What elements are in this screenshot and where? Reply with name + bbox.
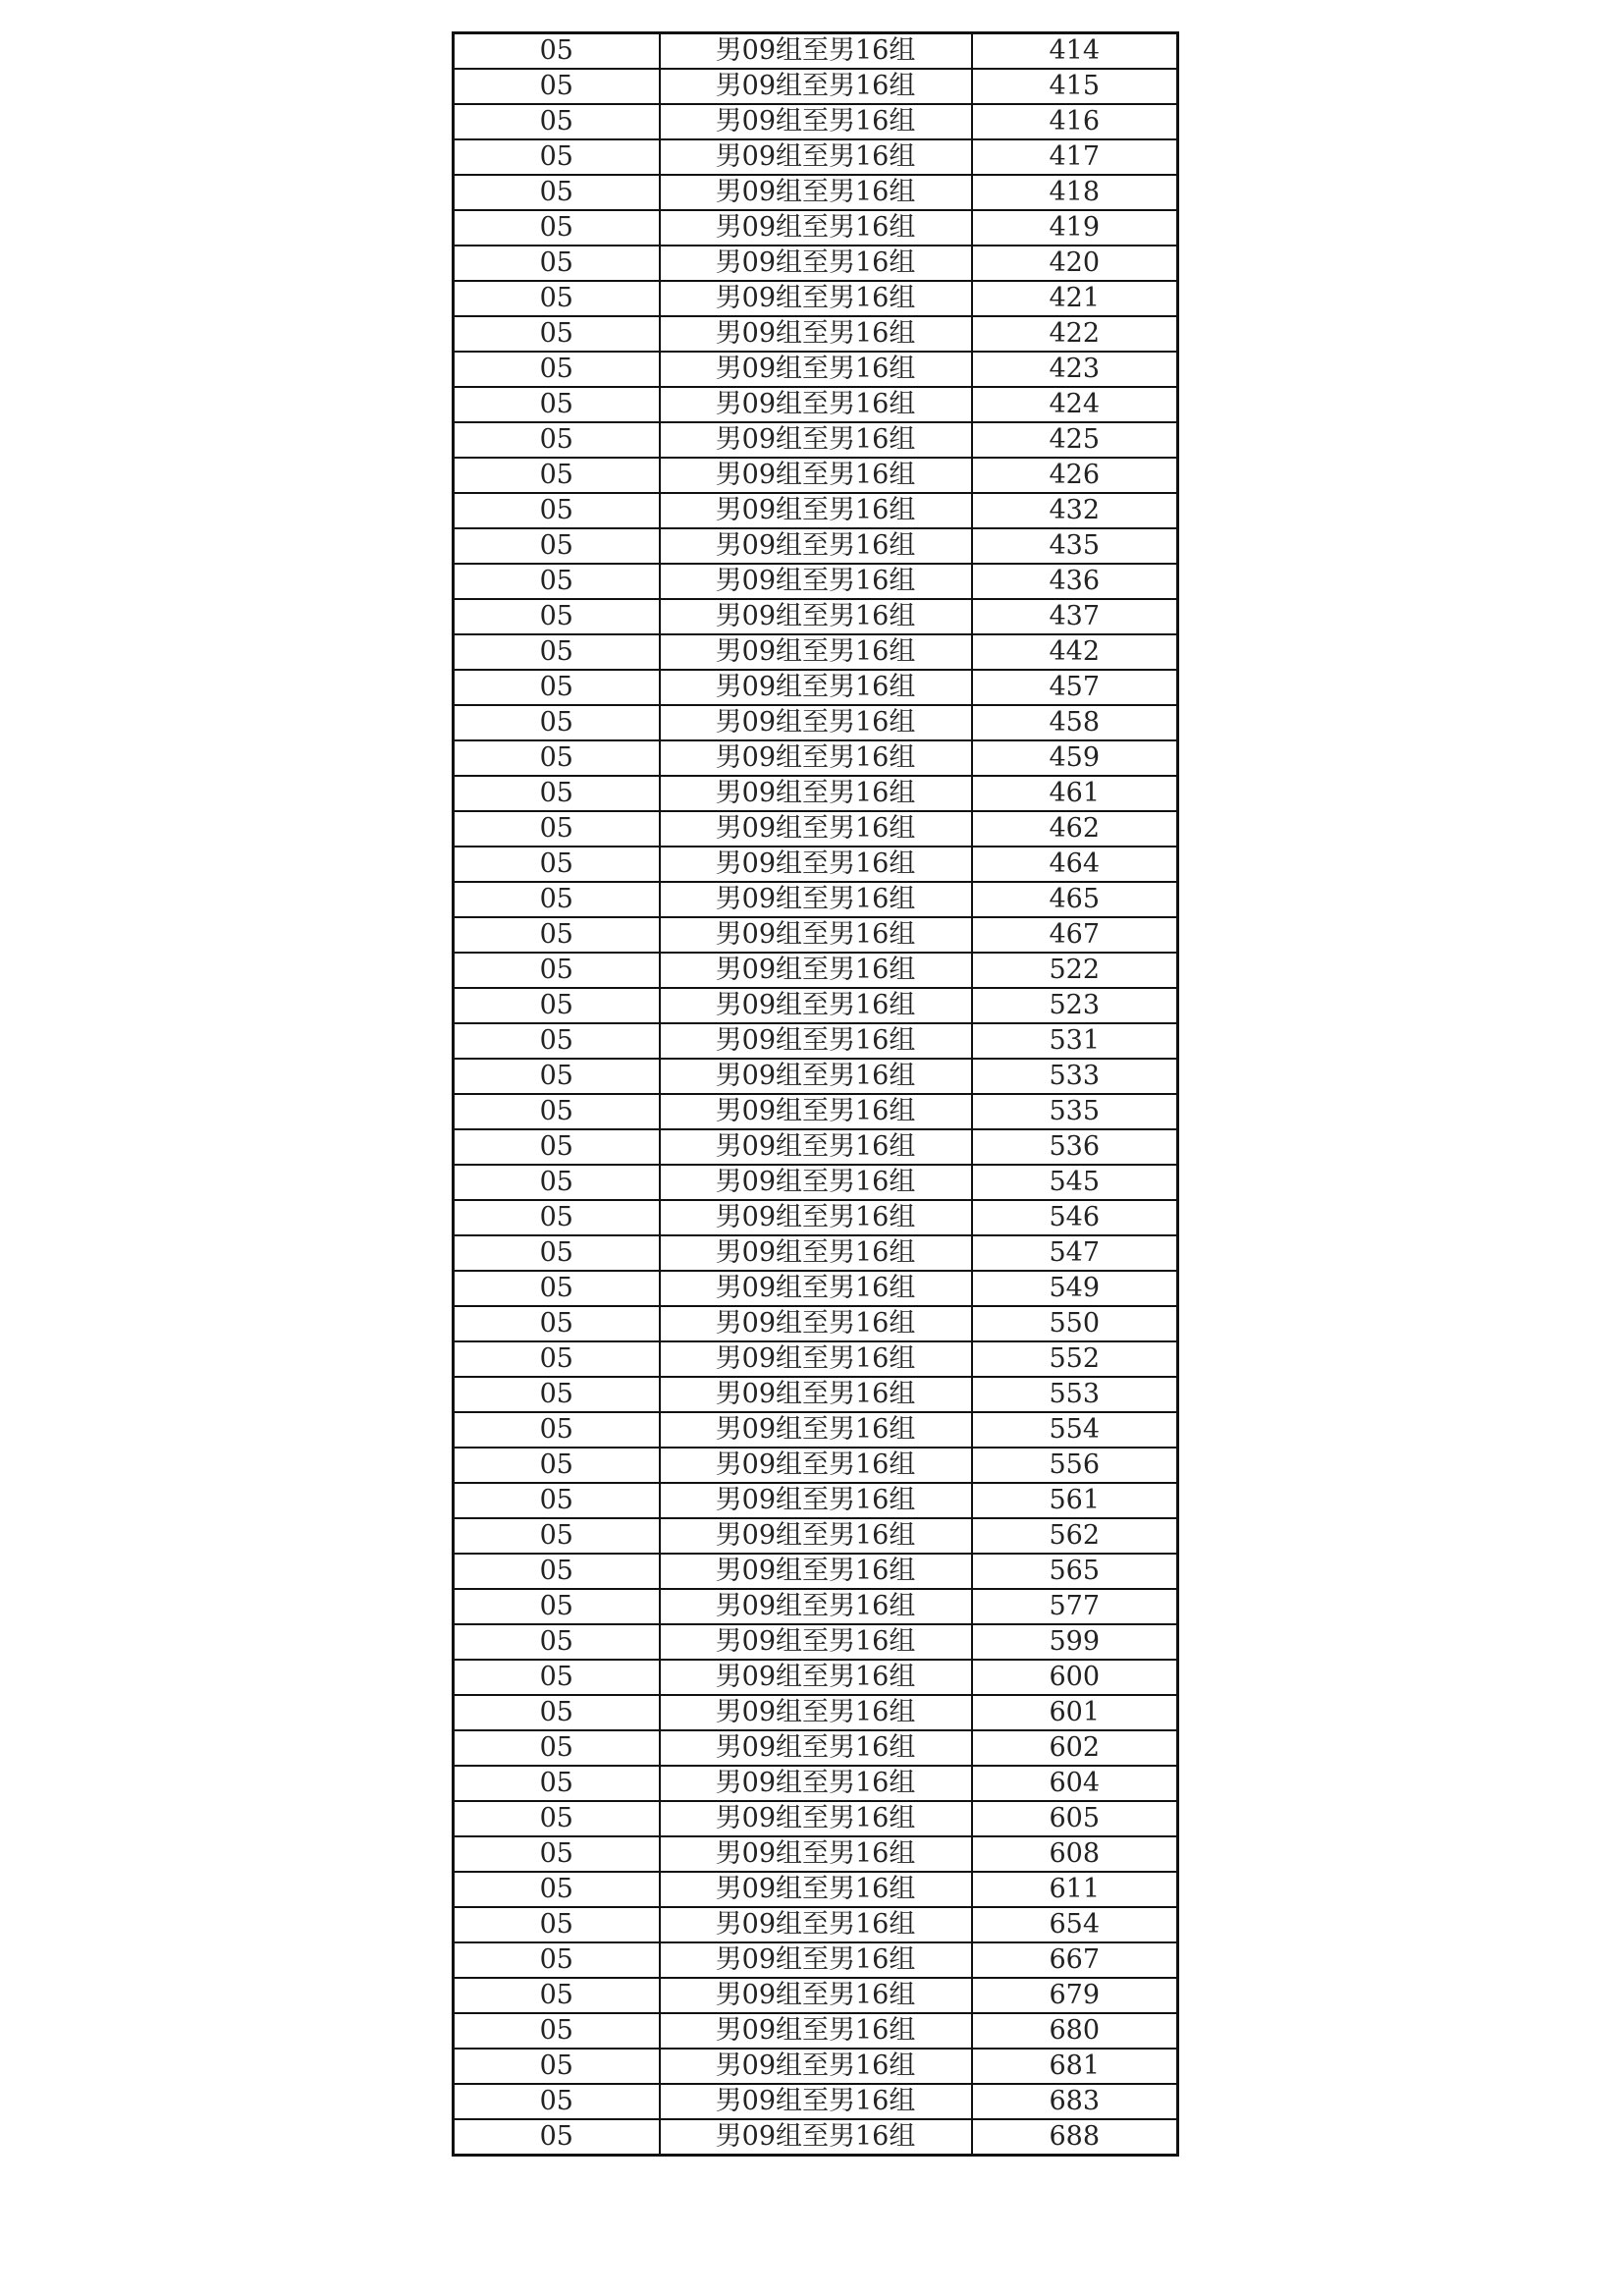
- group-range-cell: 男09组至男16组: [660, 246, 972, 281]
- number-cell: 545: [972, 1165, 1178, 1200]
- group-range-cell: 男09组至男16组: [660, 1660, 972, 1695]
- code-cell: 05: [454, 988, 660, 1023]
- code-cell: 05: [454, 917, 660, 953]
- code-cell: 05: [454, 281, 660, 316]
- table-row: [454, 1695, 1178, 1730]
- group-range-cell: 男09组至男16组: [660, 917, 972, 953]
- group-range-cell: 男09组至男16组: [660, 1766, 972, 1801]
- code-cell: 05: [454, 1942, 660, 1978]
- number-cell: 536: [972, 1129, 1178, 1165]
- number-cell: 561: [972, 1483, 1178, 1518]
- number-cell: 437: [972, 599, 1178, 634]
- code-cell: 05: [454, 1165, 660, 1200]
- group-range-cell: 男09组至男16组: [660, 1271, 972, 1306]
- number-cell: 604: [972, 1766, 1178, 1801]
- number-cell: 605: [972, 1801, 1178, 1836]
- number-cell: 421: [972, 281, 1178, 316]
- group-range-cell: 男09组至男16组: [660, 776, 972, 811]
- number-cell: 679: [972, 1978, 1178, 2013]
- number-cell: 546: [972, 1200, 1178, 1235]
- group-range-cell: 男09组至男16组: [660, 2049, 972, 2084]
- table-row: [454, 1907, 1178, 1942]
- code-cell: 05: [454, 1766, 660, 1801]
- code-cell: 05: [454, 1660, 660, 1695]
- table-body: [454, 33, 1178, 2156]
- number-cell: 667: [972, 1942, 1178, 1978]
- number-cell: 681: [972, 2049, 1178, 2084]
- table-row: [454, 1801, 1178, 1836]
- number-cell: 420: [972, 246, 1178, 281]
- number-cell: 553: [972, 1377, 1178, 1412]
- code-cell: 05: [454, 1589, 660, 1624]
- code-cell: 05: [454, 2119, 660, 2156]
- table-row: [454, 705, 1178, 740]
- table-row: [454, 1836, 1178, 1872]
- number-cell: 549: [972, 1271, 1178, 1306]
- number-cell: 432: [972, 493, 1178, 528]
- code-cell: 05: [454, 847, 660, 882]
- code-cell: 05: [454, 811, 660, 847]
- number-cell: 554: [972, 1412, 1178, 1448]
- group-range-cell: 男09组至男16组: [660, 422, 972, 458]
- group-range-cell: 男09组至男16组: [660, 1801, 972, 1836]
- group-range-cell: 男09组至男16组: [660, 2013, 972, 2049]
- table-row: [454, 1942, 1178, 1978]
- number-cell: 550: [972, 1306, 1178, 1341]
- group-range-cell: 男09组至男16组: [660, 1165, 972, 1200]
- table-row: [454, 599, 1178, 634]
- number-cell: 461: [972, 776, 1178, 811]
- code-cell: 05: [454, 1554, 660, 1589]
- group-range-cell: 男09组至男16组: [660, 352, 972, 387]
- table-row: [454, 352, 1178, 387]
- table-row: [454, 422, 1178, 458]
- group-range-cell: 男09组至男16组: [660, 564, 972, 599]
- number-cell: 611: [972, 1872, 1178, 1907]
- table-row: [454, 634, 1178, 670]
- code-cell: 05: [454, 2084, 660, 2119]
- number-cell: 436: [972, 564, 1178, 599]
- group-range-cell: 男09组至男16组: [660, 1129, 972, 1165]
- group-range-cell: 男09组至男16组: [660, 2084, 972, 2119]
- number-cell: 464: [972, 847, 1178, 882]
- table-row: [454, 1624, 1178, 1660]
- table-row: [454, 776, 1178, 811]
- group-range-cell: 男09组至男16组: [660, 1412, 972, 1448]
- table-row: [454, 1200, 1178, 1235]
- number-cell: 688: [972, 2119, 1178, 2156]
- number-cell: 577: [972, 1589, 1178, 1624]
- code-cell: 05: [454, 1801, 660, 1836]
- table-row: [454, 316, 1178, 352]
- group-range-cell: 男09组至男16组: [660, 1235, 972, 1271]
- number-cell: 422: [972, 316, 1178, 352]
- code-cell: 05: [454, 564, 660, 599]
- table-row: [454, 1730, 1178, 1766]
- code-cell: 05: [454, 1448, 660, 1483]
- code-cell: 05: [454, 458, 660, 493]
- group-range-cell: 男09组至男16组: [660, 1978, 972, 2013]
- code-cell: 05: [454, 1518, 660, 1554]
- table-row: [454, 246, 1178, 281]
- code-cell: 05: [454, 953, 660, 988]
- code-cell: 05: [454, 1907, 660, 1942]
- group-range-cell: 男09组至男16组: [660, 1094, 972, 1129]
- number-cell: 458: [972, 705, 1178, 740]
- group-range-cell: 男09组至男16组: [660, 953, 972, 988]
- number-cell: 600: [972, 1660, 1178, 1695]
- group-range-cell: 男09组至男16组: [660, 493, 972, 528]
- code-cell: 05: [454, 1695, 660, 1730]
- code-cell: 05: [454, 1235, 660, 1271]
- table-row: [454, 210, 1178, 246]
- number-cell: 424: [972, 387, 1178, 422]
- code-cell: 05: [454, 246, 660, 281]
- group-range-cell: 男09组至男16组: [660, 634, 972, 670]
- group-range-cell: 男09组至男16组: [660, 1695, 972, 1730]
- table-row: [454, 104, 1178, 139]
- group-range-cell: 男09组至男16组: [660, 599, 972, 634]
- group-range-cell: 男09组至男16组: [660, 1872, 972, 1907]
- group-range-cell: 男09组至男16组: [660, 1377, 972, 1412]
- group-range-cell: 男09组至男16组: [660, 1306, 972, 1341]
- number-cell: 654: [972, 1907, 1178, 1942]
- number-cell: 608: [972, 1836, 1178, 1872]
- number-cell: 419: [972, 210, 1178, 246]
- number-cell: 414: [972, 33, 1178, 70]
- number-cell: 415: [972, 69, 1178, 104]
- code-cell: 05: [454, 634, 660, 670]
- group-range-cell: 男09组至男16组: [660, 316, 972, 352]
- code-cell: 05: [454, 1624, 660, 1660]
- code-cell: 05: [454, 1023, 660, 1059]
- table-row: [454, 1589, 1178, 1624]
- group-range-cell: 男09组至男16组: [660, 1023, 972, 1059]
- number-cell: 462: [972, 811, 1178, 847]
- group-range-cell: 男09组至男16组: [660, 175, 972, 210]
- table-row: [454, 1271, 1178, 1306]
- table-row: [454, 1235, 1178, 1271]
- code-cell: 05: [454, 528, 660, 564]
- number-cell: 426: [972, 458, 1178, 493]
- group-range-cell: 男09组至男16组: [660, 811, 972, 847]
- group-range-cell: 男09组至男16组: [660, 139, 972, 175]
- table-row: [454, 564, 1178, 599]
- document-page: [452, 31, 1176, 2157]
- table-row: [454, 281, 1178, 316]
- table-row: [454, 988, 1178, 1023]
- table-row: [454, 1554, 1178, 1589]
- code-cell: 05: [454, 104, 660, 139]
- number-cell: 467: [972, 917, 1178, 953]
- code-cell: 05: [454, 1129, 660, 1165]
- table-row: [454, 1377, 1178, 1412]
- number-cell: 425: [972, 422, 1178, 458]
- group-range-cell: 男09组至男16组: [660, 882, 972, 917]
- table-row: [454, 33, 1178, 70]
- code-cell: 05: [454, 316, 660, 352]
- code-cell: 05: [454, 2049, 660, 2084]
- group-range-cell: 男09组至男16组: [660, 1200, 972, 1235]
- code-cell: 05: [454, 1271, 660, 1306]
- number-cell: 522: [972, 953, 1178, 988]
- group-range-cell: 男09组至男16组: [660, 740, 972, 776]
- table-row: [454, 882, 1178, 917]
- code-cell: 05: [454, 387, 660, 422]
- code-cell: 05: [454, 1483, 660, 1518]
- code-cell: 05: [454, 882, 660, 917]
- number-cell: 459: [972, 740, 1178, 776]
- number-cell: 547: [972, 1235, 1178, 1271]
- code-cell: 05: [454, 33, 660, 70]
- table-row: [454, 917, 1178, 953]
- group-range-cell: 男09组至男16组: [660, 1624, 972, 1660]
- group-range-cell: 男09组至男16组: [660, 705, 972, 740]
- code-cell: 05: [454, 1730, 660, 1766]
- group-range-cell: 男09组至男16组: [660, 2119, 972, 2156]
- number-cell: 680: [972, 2013, 1178, 2049]
- number-cell: 533: [972, 1059, 1178, 1094]
- code-cell: 05: [454, 1412, 660, 1448]
- code-cell: 05: [454, 705, 660, 740]
- group-range-cell: 男09组至男16组: [660, 1942, 972, 1978]
- table-row: [454, 1094, 1178, 1129]
- group-range-cell: 男09组至男16组: [660, 281, 972, 316]
- table-row: [454, 1023, 1178, 1059]
- code-cell: 05: [454, 776, 660, 811]
- table-row: [454, 2049, 1178, 2084]
- group-range-cell: 男09组至男16组: [660, 1589, 972, 1624]
- code-cell: 05: [454, 422, 660, 458]
- group-range-cell: 男09组至男16组: [660, 387, 972, 422]
- code-cell: 05: [454, 210, 660, 246]
- group-range-cell: 男09组至男16组: [660, 33, 972, 70]
- code-cell: 05: [454, 1836, 660, 1872]
- group-range-cell: 男09组至男16组: [660, 458, 972, 493]
- data-table: [452, 31, 1179, 2157]
- code-cell: 05: [454, 1341, 660, 1377]
- table-row: [454, 387, 1178, 422]
- number-cell: 523: [972, 988, 1178, 1023]
- group-range-cell: 男09组至男16组: [660, 1730, 972, 1766]
- table-row: [454, 1448, 1178, 1483]
- group-range-cell: 男09组至男16组: [660, 69, 972, 104]
- table-row: [454, 175, 1178, 210]
- number-cell: 602: [972, 1730, 1178, 1766]
- group-range-cell: 男09组至男16组: [660, 847, 972, 882]
- code-cell: 05: [454, 740, 660, 776]
- number-cell: 417: [972, 139, 1178, 175]
- table-row: [454, 528, 1178, 564]
- code-cell: 05: [454, 1059, 660, 1094]
- code-cell: 05: [454, 493, 660, 528]
- code-cell: 05: [454, 1978, 660, 2013]
- group-range-cell: 男09组至男16组: [660, 528, 972, 564]
- table-row: [454, 2013, 1178, 2049]
- table-row: [454, 670, 1178, 705]
- group-range-cell: 男09组至男16组: [660, 1554, 972, 1589]
- table-row: [454, 493, 1178, 528]
- number-cell: 416: [972, 104, 1178, 139]
- number-cell: 418: [972, 175, 1178, 210]
- code-cell: 05: [454, 139, 660, 175]
- group-range-cell: 男09组至男16组: [660, 988, 972, 1023]
- table-row: [454, 1766, 1178, 1801]
- table-row: [454, 1341, 1178, 1377]
- number-cell: 442: [972, 634, 1178, 670]
- code-cell: 05: [454, 175, 660, 210]
- number-cell: 683: [972, 2084, 1178, 2119]
- group-range-cell: 男09组至男16组: [660, 1341, 972, 1377]
- number-cell: 535: [972, 1094, 1178, 1129]
- table-row: [454, 2119, 1178, 2156]
- number-cell: 552: [972, 1341, 1178, 1377]
- number-cell: 435: [972, 528, 1178, 564]
- table-row: [454, 811, 1178, 847]
- table-row: [454, 1412, 1178, 1448]
- table-row: [454, 1518, 1178, 1554]
- group-range-cell: 男09组至男16组: [660, 1836, 972, 1872]
- table-row: [454, 458, 1178, 493]
- code-cell: 05: [454, 69, 660, 104]
- group-range-cell: 男09组至男16组: [660, 1518, 972, 1554]
- code-cell: 05: [454, 1200, 660, 1235]
- table-row: [454, 2084, 1178, 2119]
- code-cell: 05: [454, 352, 660, 387]
- code-cell: 05: [454, 670, 660, 705]
- group-range-cell: 男09组至男16组: [660, 104, 972, 139]
- number-cell: 599: [972, 1624, 1178, 1660]
- number-cell: 556: [972, 1448, 1178, 1483]
- table-row: [454, 847, 1178, 882]
- code-cell: 05: [454, 2013, 660, 2049]
- table-row: [454, 953, 1178, 988]
- group-range-cell: 男09组至男16组: [660, 1483, 972, 1518]
- code-cell: 05: [454, 1377, 660, 1412]
- number-cell: 465: [972, 882, 1178, 917]
- number-cell: 423: [972, 352, 1178, 387]
- code-cell: 05: [454, 1094, 660, 1129]
- table-row: [454, 1660, 1178, 1695]
- table-row: [454, 1165, 1178, 1200]
- group-range-cell: 男09组至男16组: [660, 210, 972, 246]
- table-row: [454, 1872, 1178, 1907]
- code-cell: 05: [454, 1872, 660, 1907]
- table-row: [454, 139, 1178, 175]
- table-row: [454, 1129, 1178, 1165]
- table-row: [454, 1483, 1178, 1518]
- number-cell: 457: [972, 670, 1178, 705]
- number-cell: 562: [972, 1518, 1178, 1554]
- code-cell: 05: [454, 599, 660, 634]
- group-range-cell: 男09组至男16组: [660, 670, 972, 705]
- table-row: [454, 69, 1178, 104]
- group-range-cell: 男09组至男16组: [660, 1059, 972, 1094]
- group-range-cell: 男09组至男16组: [660, 1448, 972, 1483]
- number-cell: 601: [972, 1695, 1178, 1730]
- group-range-cell: 男09组至男16组: [660, 1907, 972, 1942]
- table-row: [454, 1059, 1178, 1094]
- number-cell: 531: [972, 1023, 1178, 1059]
- code-cell: 05: [454, 1306, 660, 1341]
- number-cell: 565: [972, 1554, 1178, 1589]
- table-row: [454, 740, 1178, 776]
- table-row: [454, 1306, 1178, 1341]
- table-row: [454, 1978, 1178, 2013]
